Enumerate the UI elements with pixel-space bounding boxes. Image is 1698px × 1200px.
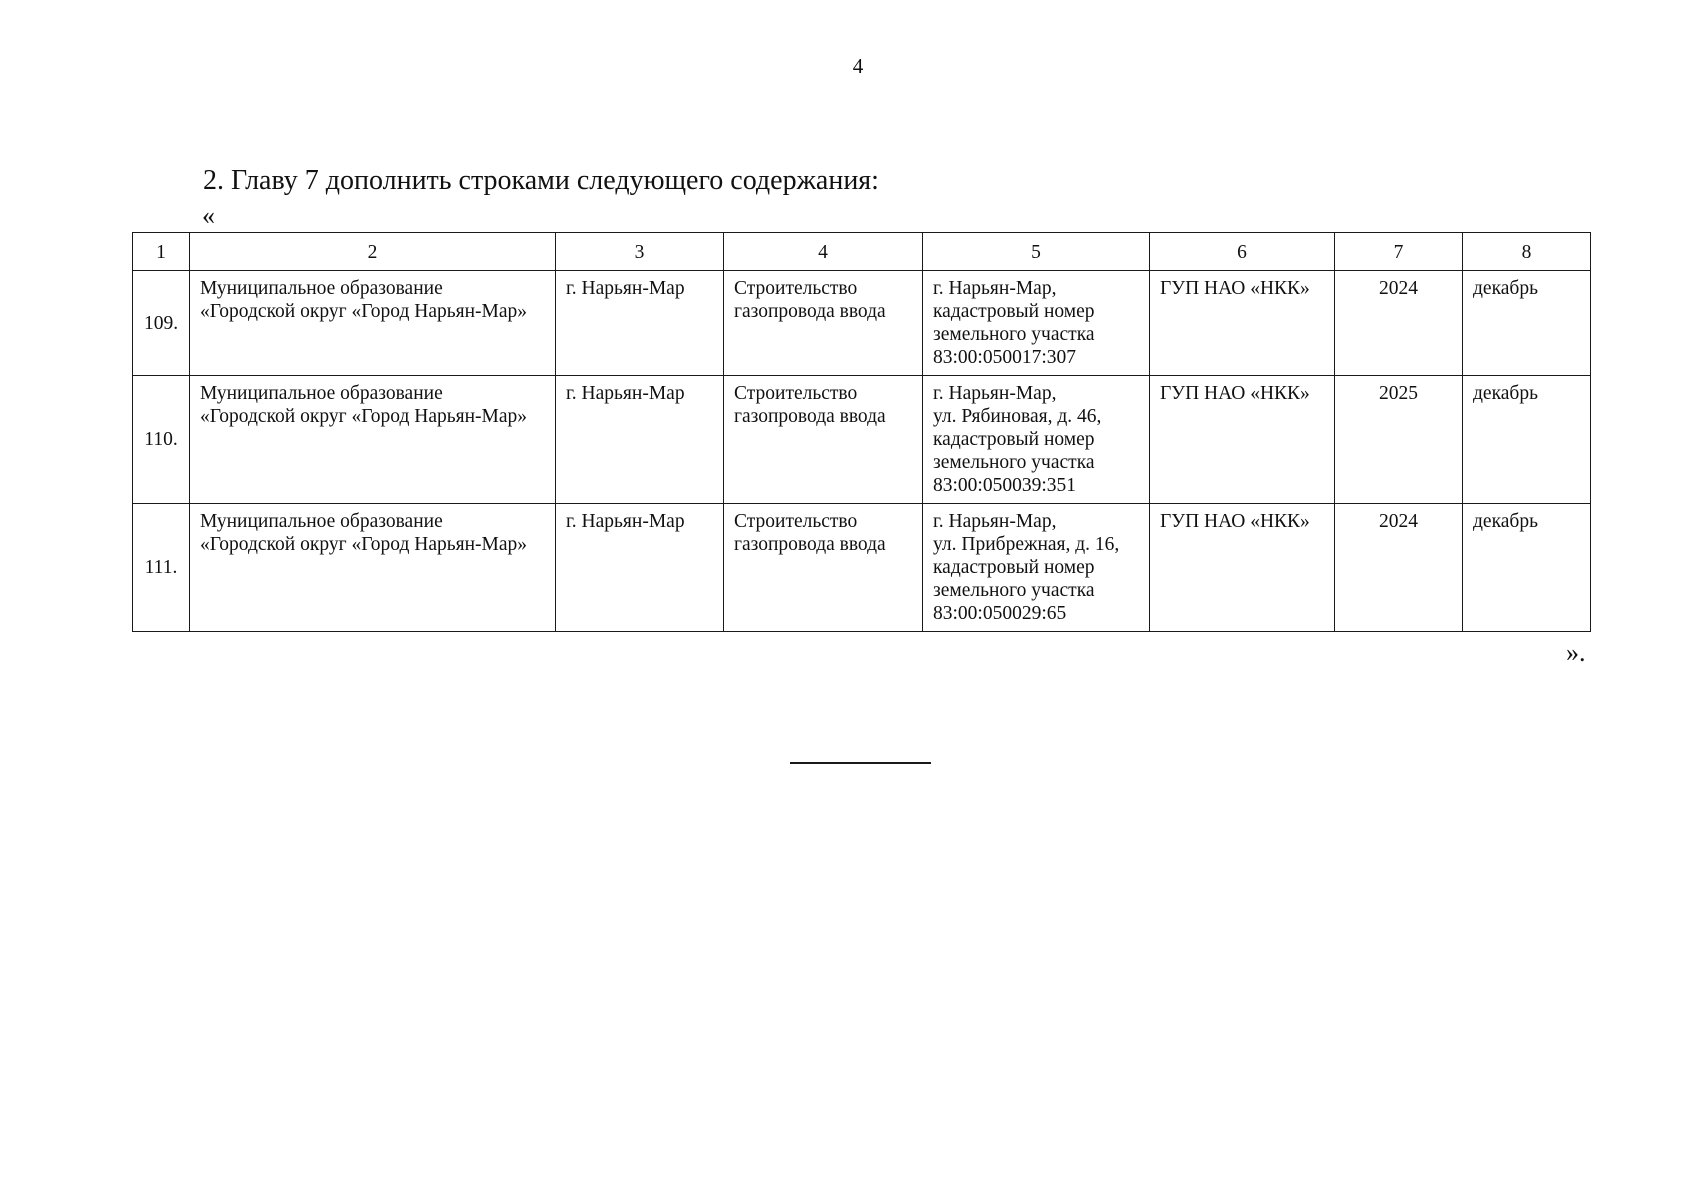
- cell-text-line: «Городской округ «Город Нарьян-Мар»: [200, 406, 528, 427]
- month-cell: декабрь: [1463, 504, 1591, 632]
- work-type-cell: [724, 504, 923, 632]
- table-row: [133, 504, 1591, 632]
- row-number-cell: 109.: [133, 271, 190, 376]
- municipality-cell: [190, 504, 556, 632]
- column-header: 7: [1335, 233, 1463, 271]
- organization-cell: ГУП НАО «НКК»: [1150, 504, 1335, 632]
- cell-text-line: Строительство: [734, 278, 858, 299]
- year-cell: 2025: [1335, 376, 1463, 504]
- row-number-cell: 110.: [133, 376, 190, 504]
- cell-text-line: 83:00:050017:307: [933, 347, 1077, 368]
- cell-text-line: Муниципальное образование: [200, 511, 443, 532]
- amendment-table: [132, 232, 1591, 632]
- cell-text-line: газопровода ввода: [734, 406, 886, 427]
- cell-text-line: ул. Прибрежная, д. 16,: [933, 534, 1120, 555]
- column-header: 2: [190, 233, 556, 271]
- locality-cell: г. Нарьян-Мар: [556, 504, 724, 632]
- cell-text-line: кадастровый номер: [933, 301, 1095, 322]
- cell-text-line: кадастровый номер: [933, 429, 1095, 450]
- cell-text-line: земельного участка: [933, 580, 1095, 601]
- cell-text-line: г. Нарьян-Мар,: [933, 383, 1057, 404]
- cell-text-line: Строительство: [734, 511, 858, 532]
- locality-cell: г. Нарьян-Мар: [556, 376, 724, 504]
- table-row: [133, 271, 1591, 376]
- closing-quote-mark: ».: [1566, 638, 1586, 667]
- cell-text-line: 83:00:050039:351: [933, 475, 1077, 496]
- month-cell: декабрь: [1463, 271, 1591, 376]
- column-header: 8: [1463, 233, 1591, 271]
- locality-cell: г. Нарьян-Мар: [556, 271, 724, 376]
- work-type-cell: [724, 271, 923, 376]
- section-intro-text: 2. Главу 7 дополнить строками следующего содержания:: [203, 165, 879, 196]
- cell-text-line: «Городской округ «Город Нарьян-Мар»: [200, 534, 528, 555]
- cell-text-line: 83:00:050029:65: [933, 603, 1067, 624]
- cell-text-line: ул. Рябиновая, д. 46,: [933, 406, 1102, 427]
- page-number: 4: [852, 54, 864, 78]
- year-cell: 2024: [1335, 504, 1463, 632]
- cell-text-line: газопровода ввода: [734, 301, 886, 322]
- municipality-cell: [190, 376, 556, 504]
- cell-text-line: Муниципальное образование: [200, 383, 443, 404]
- cell-text-line: г. Нарьян-Мар,: [933, 278, 1057, 299]
- organization-cell: ГУП НАО «НКК»: [1150, 271, 1335, 376]
- address-cell: [923, 271, 1150, 376]
- cell-text-line: «Городской округ «Город Нарьян-Мар»: [200, 301, 528, 322]
- table-header-row: [133, 233, 1591, 271]
- cell-text-line: земельного участка: [933, 452, 1095, 473]
- column-header: 5: [923, 233, 1150, 271]
- column-header: 6: [1150, 233, 1335, 271]
- cell-text-line: земельного участка: [933, 324, 1095, 345]
- month-cell: декабрь: [1463, 376, 1591, 504]
- cell-text-line: Муниципальное образование: [200, 278, 443, 299]
- end-of-document-rule: [790, 762, 931, 764]
- column-header: 1: [133, 233, 190, 271]
- row-number-cell: 111.: [133, 504, 190, 632]
- cell-text-line: газопровода ввода: [734, 534, 886, 555]
- work-type-cell: [724, 376, 923, 504]
- table-row: [133, 376, 1591, 504]
- address-cell: [923, 504, 1150, 632]
- cell-text-line: г. Нарьян-Мар,: [933, 511, 1057, 532]
- year-cell: 2024: [1335, 271, 1463, 376]
- column-header: 3: [556, 233, 724, 271]
- organization-cell: ГУП НАО «НКК»: [1150, 376, 1335, 504]
- cell-text-line: Строительство: [734, 383, 858, 404]
- opening-quote-mark: «: [202, 201, 215, 230]
- municipality-cell: [190, 271, 556, 376]
- column-header: 4: [724, 233, 923, 271]
- cell-text-line: кадастровый номер: [933, 557, 1095, 578]
- address-cell: [923, 376, 1150, 504]
